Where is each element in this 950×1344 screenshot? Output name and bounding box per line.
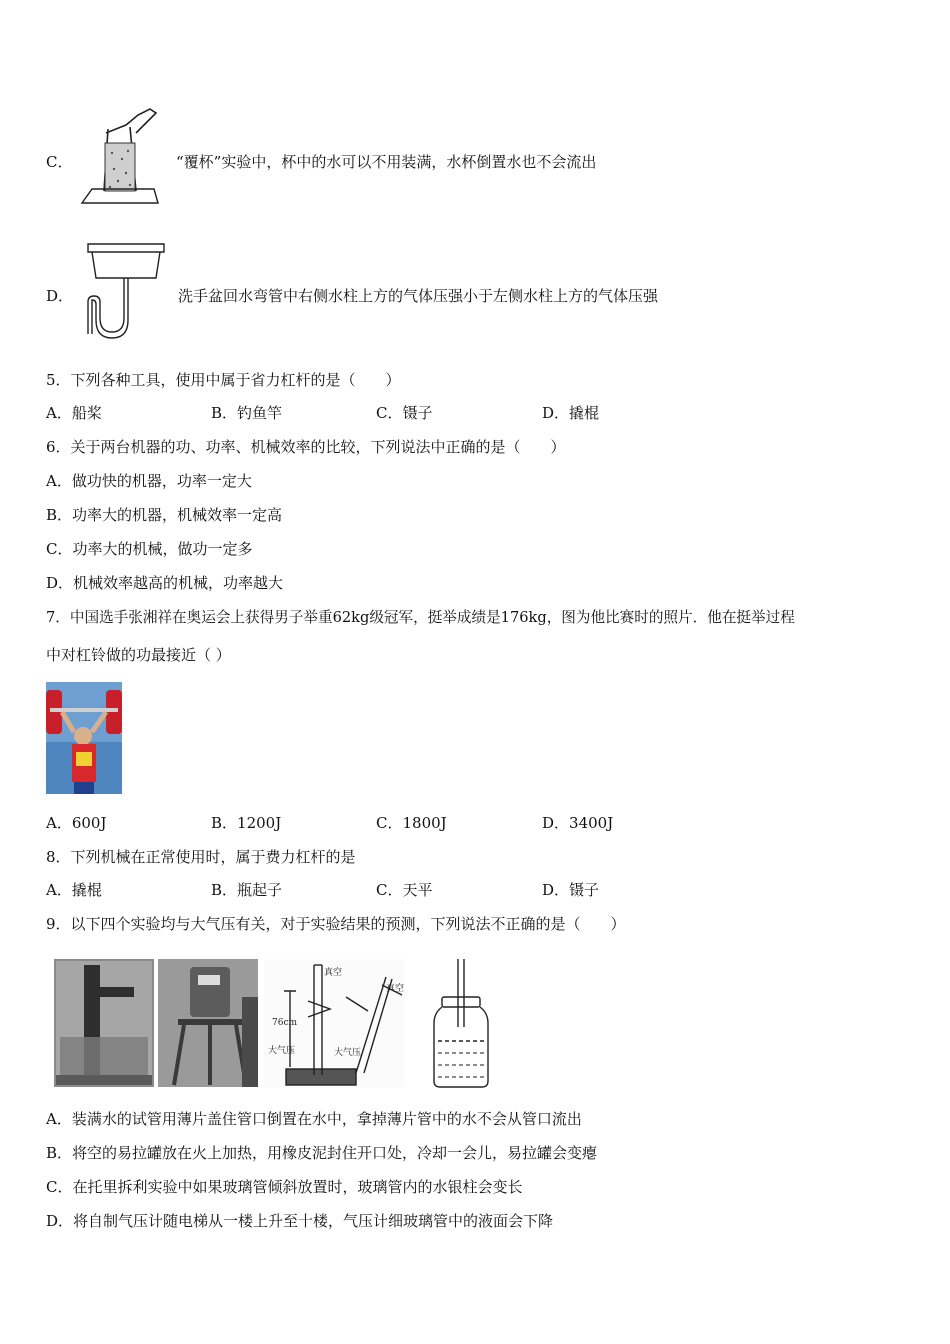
fig-label-vacuum-1: 真空	[324, 968, 343, 978]
q8-option-d: D．镊子	[542, 881, 600, 899]
q5-option-c: C．镊子	[376, 404, 433, 422]
can-heating-photo	[158, 959, 258, 1087]
test-tube-photo	[54, 959, 154, 1087]
q9-option-b: B．将空的易拉罐放在火上加热，用橡皮泥封住开口处，冷却一会儿，易拉罐会变瘪	[46, 1144, 598, 1162]
q6-stem: 6．关于两台机器的功、功率、机械效率的比较，下列说法中正确的是（ ）	[46, 438, 566, 456]
q4-option-d-text: 洗手盆回水弯管中右侧水柱上方的气体压强小于左侧水柱上方的气体压强	[178, 287, 659, 305]
q6-option-c: C．功率大的机械，做功一定多	[46, 540, 253, 558]
barometer-bottle-diagram	[434, 959, 488, 1087]
q9-option-a: A．装满水的试管用薄片盖住管口倒置在水中，拿掉薄片管中的水不会从管口流出	[46, 1110, 582, 1128]
q8-option-c: C．天平	[376, 881, 433, 899]
q5-option-b: B．钓鱼竿	[211, 404, 283, 422]
q7-option-c: C．1800J	[376, 814, 447, 832]
cup-experiment-figure	[78, 103, 160, 215]
q5-option-d: D．撬棍	[542, 404, 600, 422]
q5-option-a: A．船桨	[46, 404, 102, 422]
fig-label-pressure-2: 大气压	[334, 1048, 362, 1058]
q7-option-a: A．600J	[46, 814, 107, 832]
q8-option-b: B．瓶起子	[211, 881, 283, 899]
q8-option-a: A．撬棍	[46, 881, 102, 899]
q9-experiment-figures	[46, 957, 496, 1091]
q7-stem-line2: 中对杠铃做的功最接近（ ）	[46, 646, 231, 664]
q9-option-c: C．在托里拆利实验中如果玻璃管倾斜放置时，玻璃管内的水银柱会变长	[46, 1178, 523, 1196]
q4-option-d-label: D．	[46, 287, 74, 305]
q7-option-b: B．1200J	[211, 814, 282, 832]
q6-option-b: B．功率大的机器，机械效率一定高	[46, 506, 283, 524]
q9-option-d: D．将自制气压计随电梯从一楼上升至十楼，气压计细玻璃管中的液面会下降	[46, 1212, 554, 1230]
q7-stem-line1: 7．中国选手张湘祥在奥运会上获得男子举重62kg级冠军，挺举成绩是176kg，图为他比赛时的照片．他在挺举过程	[46, 609, 795, 626]
q8-stem: 8．下列机械在正常使用时，属于费力杠杆的是	[46, 848, 356, 866]
q4-option-c-label: C．	[46, 153, 73, 171]
fig-label-76cm: 76cm	[272, 1018, 298, 1028]
sink-trap-figure	[80, 238, 170, 342]
fig-label-pressure-1: 大气压	[268, 1046, 296, 1056]
q4-option-c-text: “覆杯”实验中，杯中的水可以不用装满，水杯倒置水也不会流出	[176, 153, 597, 171]
q9-stem: 9．以下四个实验均与大气压有关，对于实验结果的预测，下列说法不正确的是（ ）	[46, 915, 626, 933]
q5-stem: 5．下列各种工具，使用中属于省力杠杆的是（ ）	[46, 371, 401, 389]
weightlifter-photo	[46, 682, 122, 794]
q6-option-a: A．做功快的机器，功率一定大	[46, 472, 252, 490]
q7-option-d: D．3400J	[542, 814, 614, 832]
fig-label-vacuum-2: 真空	[386, 984, 405, 994]
q6-option-d: D．机械效率越高的机械，功率越大	[46, 574, 284, 592]
